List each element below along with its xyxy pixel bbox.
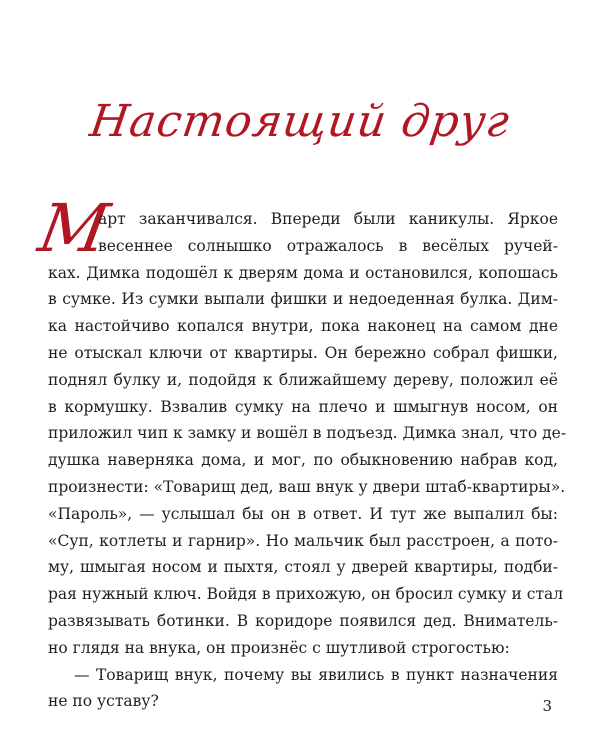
chapter-body [48, 206, 567, 715]
text-line: ка настойчиво копался внутри, пока наконец на самом дне [48, 317, 558, 336]
text-line: му, шмыгая носом и пыхтя, стоял у дверей квартиры, подби- [48, 558, 558, 577]
text-line: весеннее солнышко отражалось в весёлых ручей- [98, 236, 558, 255]
text-line: «Пароль», — услышал бы он в ответ. И тут же выпалил бы: [48, 504, 558, 523]
text-line: в сумке. Из сумки выпали фишки и недоеденная булка. Дим- [48, 290, 558, 309]
text-line: в кормушку. Взвалив сумку на плечо и шмыгнув носом, он [48, 397, 558, 416]
text-line: не по уставу? [48, 692, 159, 711]
text-line: арт заканчивался. Впереди были каникулы. Яркое [98, 210, 558, 228]
text-line: ках. Димка подошёл к дверям дома и остановился, копошась [48, 263, 558, 282]
page-number: 3 [542, 697, 552, 715]
dialogue-line: — Товарищ внук, почему вы явились в пункт назначения [74, 665, 558, 684]
text-line: произнести: «Товарищ дед, ваш внук у двери штаб-квартиры». [48, 477, 566, 496]
text-line: не отыскал ключи от квартиры. Он бережно собрал фишки, [48, 343, 558, 362]
text-line: рая нужный ключ. Войдя в прихожую, он бросил сумку и стал [48, 585, 564, 604]
text-line: «Суп, котлеты и гарнир». Но мальчик был расстроен, а пото- [48, 531, 558, 550]
text-line: но глядя на внука, он произнёс с шутливой строгостью: [48, 638, 510, 657]
text-line: душка наверняка дома, и мог, по обыкновению набрав код, [48, 451, 558, 470]
drop-cap: М [33, 190, 115, 267]
text-line: развязывать ботинки. В коридоре появился дед. Вниматель- [48, 611, 558, 630]
text-line: приложил чип к замку и вошёл в подъезд. Димка знал, что де- [48, 424, 567, 443]
chapter-title: Настоящий друг [86, 96, 514, 147]
text-line: поднял булку и, подойдя к ближайшему дереву, положил её [48, 370, 558, 389]
